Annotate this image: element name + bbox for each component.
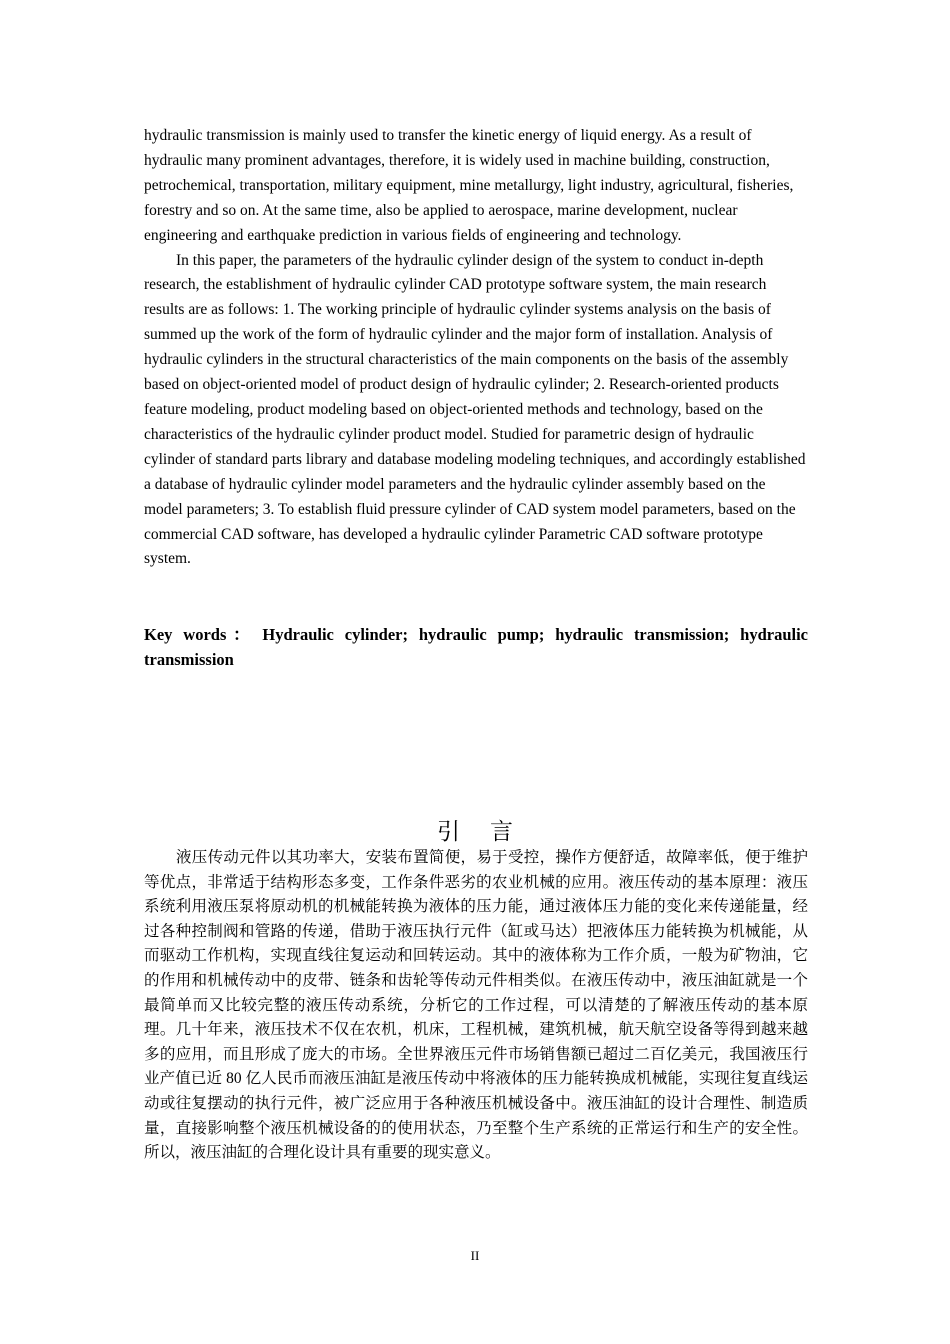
english-abstract bbox=[144, 124, 808, 572]
abstract-paragraph-2: In this paper, the parameters of the hydraulic cylinder design of the system to conduct in-depth research, the establishment of hydraulic cylinder CAD prototype software system, the main research results are as follows: 1. The working principle of hydraulic cylinder systems analysis on the basis of summed up the work of the form of hydraulic cylinder and the major form of installation. Analysis of hydraulic cylinders in the structural characteristics of the main components on the basis of the assembly based on object-oriented model of product design of hydraulic cylinder; 2. Research-oriented products feature modeling, product modeling based on object-oriented methods and technology, based on the characteristics of the hydraulic cylinder product model. Studied for parametric design of hydraulic cylinder of standard parts library and database modeling modeling techniques, and accordingly established a database of hydraulic cylinder model parameters and the hydraulic cylinder assembly based on the model parameters; 3. To establish fluid pressure cylinder of CAD system model parameters, based on the commercial CAD software, has developed a hydraulic cylinder Parametric CAD software prototype system. bbox=[144, 251, 806, 568]
abstract-paragraph-1: hydraulic transmission is mainly used to transfer the kinetic energy of liquid energy. As a result of hydraulic many prominent advantages, therefore, it is widely used in machine building, construction, petrochemical, transportation, military equipment, mine metallurgy, light industry, agricultural, fisheries, forestry and so on. At the same time, also be applied to aerospace, marine development, nuclear engineering and earthquake prediction in various fields of engineering and technology. bbox=[144, 127, 794, 244]
keywords-text: Hydraulic cylinder; hydraulic pump; hydraulic transmission; hydraulic transmission bbox=[144, 625, 808, 669]
introduction-heading: 引言 bbox=[437, 819, 543, 844]
page-number: II bbox=[470, 1248, 480, 1263]
keywords-label: Key words： bbox=[144, 625, 257, 644]
introduction-paragraph: 液压传动元件以其功率大，安装布置简便，易于受控，操作方便舒适，故障率低，便于维护等优点，非常适于结构形态多变，工作条件恶劣的农业机械的应用。液压传动的基本原理：液压系统利用液压泵将原动机的机械能转换为液体的压力能，通过液体压力能的变化来传递能量，经过各种控制阀和管路的传递，借助于液压执行元件（缸或马达）把液体压力能转换为机械能，从而驱动工作机构，实现直线往复运动和回转运动。其中的液体称为工作介质，一般为矿物油，它的作用和机械传动中的皮带、链条和齿轮等传动元件相类似。在液压传动中，液压油缸就是一个最简单而又比较完整的液压传动系统，分析它的工作过程，可以清楚的了解液压传动的基本原理。几十年来，液压技术不仅在农机，机床，工程机械，建筑机械，航天航空设备等得到越来越多的应用，而且形成了庞大的市场。全世界液压元件市场销售额已超过二百亿美元，我国液压行业产值已近 80 亿人民币而液压油缸是液压传动中将液体的压力能转换成机械能，实现往复直线运动或往复摆动的执行元件，被广泛应用于各种液压机械设备中。液压油缸的设计合理性、制造质量，直接影响整个液压机械设备的的使用状态，乃至整个生产系统的正常运行和生产的安全性。所以，液压油缸的合理化设计具有重要的现实意义。 bbox=[144, 849, 808, 1162]
keywords-line bbox=[144, 622, 808, 672]
